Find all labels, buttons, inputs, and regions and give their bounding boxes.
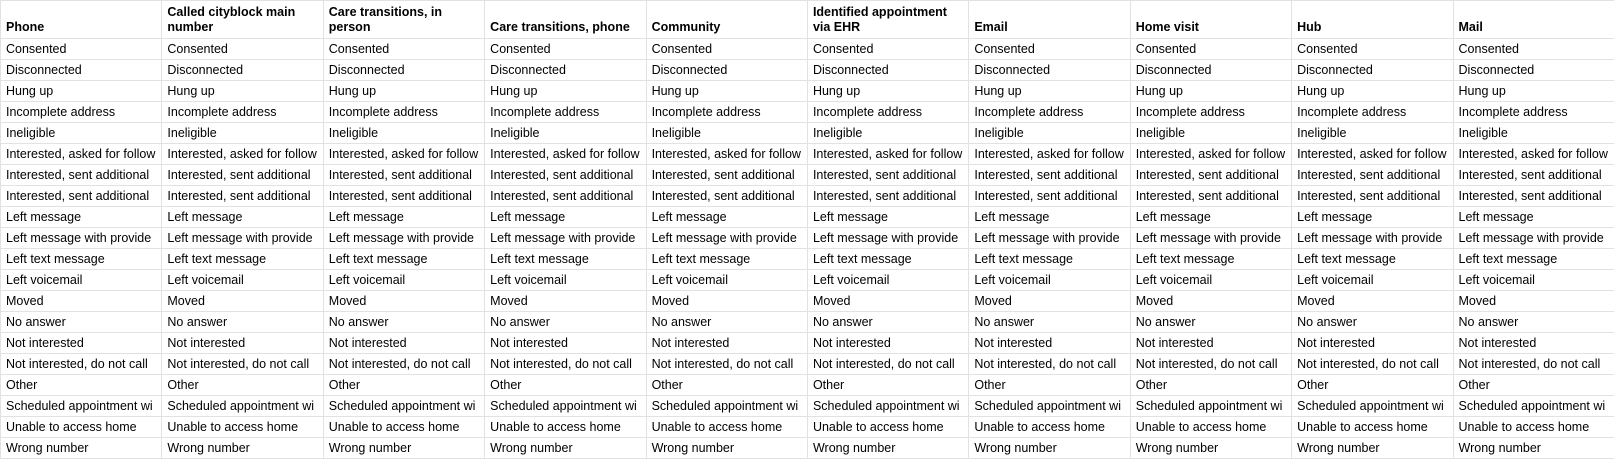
table-cell[interactable]: Left message with provide xyxy=(646,228,807,249)
table-cell[interactable]: Left message with provide xyxy=(1292,228,1453,249)
table-cell[interactable]: Hung up xyxy=(323,81,484,102)
table-cell[interactable]: Scheduled appointment wi xyxy=(807,396,968,417)
table-cell[interactable]: Not interested, do not call xyxy=(323,354,484,375)
column-header-email[interactable]: Email xyxy=(969,1,1130,39)
table-cell[interactable]: Interested, sent additional xyxy=(1130,165,1291,186)
table-cell[interactable]: Scheduled appointment wi xyxy=(323,396,484,417)
table-cell[interactable]: Interested, sent additional xyxy=(323,165,484,186)
column-header-phone[interactable]: Phone xyxy=(1,1,162,39)
table-cell[interactable]: Left message with provide xyxy=(1453,228,1614,249)
table-cell[interactable]: Interested, sent additional xyxy=(485,186,646,207)
table-cell[interactable]: Other xyxy=(1292,375,1453,396)
table-cell[interactable]: Hung up xyxy=(807,81,968,102)
table-row xyxy=(1,333,1614,354)
table-cell[interactable]: Left text message xyxy=(646,249,807,270)
table-cell[interactable]: Wrong number xyxy=(1453,438,1614,459)
table-cell[interactable]: Ineligible xyxy=(162,123,323,144)
table-cell[interactable]: Left message with provide xyxy=(485,228,646,249)
table-cell[interactable]: Consented xyxy=(485,39,646,60)
table-cell[interactable]: Other xyxy=(323,375,484,396)
table-cell[interactable]: Left voicemail xyxy=(1130,270,1291,291)
table-cell[interactable]: Left message with provide xyxy=(1,228,162,249)
table-cell[interactable]: Wrong number xyxy=(969,438,1130,459)
table-cell[interactable]: Incomplete address xyxy=(646,102,807,123)
table-row xyxy=(1,186,1614,207)
table-cell[interactable]: Hung up xyxy=(1292,81,1453,102)
table-cell[interactable]: Scheduled appointment wi xyxy=(1453,396,1614,417)
table-cell[interactable]: Moved xyxy=(1292,291,1453,312)
table-cell[interactable]: Interested, sent additional xyxy=(646,165,807,186)
table-cell[interactable]: Disconnected xyxy=(485,60,646,81)
table-cell[interactable]: Left message xyxy=(1130,207,1291,228)
table-cell[interactable]: Moved xyxy=(485,291,646,312)
table-row xyxy=(1,60,1614,81)
table-cell[interactable]: Hung up xyxy=(162,81,323,102)
table-cell[interactable]: Left message xyxy=(807,207,968,228)
table-cell[interactable]: Moved xyxy=(162,291,323,312)
table-cell[interactable]: Consented xyxy=(969,39,1130,60)
column-header-care-transitions-phone[interactable]: Care transitions, phone xyxy=(485,1,646,39)
table-cell[interactable]: No answer xyxy=(1,312,162,333)
table-row xyxy=(1,417,1614,438)
table-cell[interactable]: Other xyxy=(162,375,323,396)
table-cell[interactable]: Not interested, do not call xyxy=(807,354,968,375)
table-cell[interactable]: Not interested, do not call xyxy=(1,354,162,375)
table-cell[interactable]: Disconnected xyxy=(1,60,162,81)
table-cell[interactable]: Disconnected xyxy=(807,60,968,81)
table-cell[interactable]: Interested, sent additional xyxy=(646,186,807,207)
table-cell[interactable]: Ineligible xyxy=(485,123,646,144)
table-cell[interactable]: Interested, asked for follow xyxy=(323,144,484,165)
table-cell[interactable]: Interested, asked for follow xyxy=(162,144,323,165)
table-cell[interactable]: Left message xyxy=(969,207,1130,228)
column-header-called-cityblock[interactable]: Called cityblock main number xyxy=(162,1,323,39)
table-cell[interactable]: Left message xyxy=(1292,207,1453,228)
table-row xyxy=(1,291,1614,312)
table-row xyxy=(1,102,1614,123)
table-row xyxy=(1,312,1614,333)
table-cell[interactable]: Other xyxy=(969,375,1130,396)
table-cell[interactable]: Interested, asked for follow xyxy=(1292,144,1453,165)
table-cell[interactable]: Not interested xyxy=(969,333,1130,354)
table-cell[interactable]: Unable to access home xyxy=(1453,417,1614,438)
table-cell[interactable]: Hung up xyxy=(969,81,1130,102)
table-cell[interactable]: Scheduled appointment wi xyxy=(1130,396,1291,417)
table-cell[interactable]: Disconnected xyxy=(969,60,1130,81)
table-cell[interactable]: No answer xyxy=(1130,312,1291,333)
table-cell[interactable]: Interested, asked for follow xyxy=(1130,144,1291,165)
table-cell[interactable]: Interested, sent additional xyxy=(969,165,1130,186)
table-cell[interactable]: Left voicemail xyxy=(807,270,968,291)
table-cell[interactable]: Moved xyxy=(969,291,1130,312)
table-cell[interactable]: Left voicemail xyxy=(162,270,323,291)
table-cell[interactable]: Not interested xyxy=(162,333,323,354)
table-cell[interactable]: Unable to access home xyxy=(1,417,162,438)
table-row xyxy=(1,228,1614,249)
table-cell[interactable]: Interested, asked for follow xyxy=(969,144,1130,165)
table-cell[interactable]: Scheduled appointment wi xyxy=(1,396,162,417)
table-cell[interactable]: Ineligible xyxy=(323,123,484,144)
table-cell[interactable]: Wrong number xyxy=(646,438,807,459)
table-cell[interactable]: Not interested xyxy=(485,333,646,354)
table-cell[interactable]: Not interested, do not call xyxy=(646,354,807,375)
table-cell[interactable]: Consented xyxy=(1130,39,1291,60)
table-cell[interactable]: Left voicemail xyxy=(646,270,807,291)
table-cell[interactable]: Disconnected xyxy=(646,60,807,81)
table-cell[interactable]: Left message xyxy=(485,207,646,228)
table-cell[interactable]: Other xyxy=(807,375,968,396)
table-cell[interactable]: Interested, asked for follow xyxy=(1,144,162,165)
table-cell[interactable]: Left voicemail xyxy=(1,270,162,291)
table-cell[interactable]: Consented xyxy=(646,39,807,60)
table-cell[interactable]: Consented xyxy=(1292,39,1453,60)
table-cell[interactable]: Left message xyxy=(646,207,807,228)
table-cell[interactable]: Not interested, do not call xyxy=(1292,354,1453,375)
table-cell[interactable]: Incomplete address xyxy=(323,102,484,123)
table-row xyxy=(1,249,1614,270)
table-row xyxy=(1,207,1614,228)
table-cell[interactable]: Ineligible xyxy=(807,123,968,144)
table-cell[interactable]: Left message with provide xyxy=(969,228,1130,249)
table-cell[interactable]: Not interested, do not call xyxy=(485,354,646,375)
table-cell[interactable]: Left message xyxy=(162,207,323,228)
table-cell[interactable]: Unable to access home xyxy=(162,417,323,438)
table-cell[interactable]: Disconnected xyxy=(323,60,484,81)
table-cell[interactable]: No answer xyxy=(969,312,1130,333)
table-cell[interactable]: Interested, sent additional xyxy=(162,186,323,207)
table-row xyxy=(1,39,1614,60)
table-cell[interactable]: Left text message xyxy=(1292,249,1453,270)
table-cell[interactable]: Incomplete address xyxy=(1453,102,1614,123)
table-cell[interactable]: No answer xyxy=(807,312,968,333)
table-cell[interactable]: Wrong number xyxy=(1130,438,1291,459)
table-cell[interactable]: Interested, asked for follow xyxy=(807,144,968,165)
table-cell[interactable]: Disconnected xyxy=(1453,60,1614,81)
table-cell[interactable]: Moved xyxy=(323,291,484,312)
table-cell[interactable]: Other xyxy=(1130,375,1291,396)
table-cell[interactable]: No answer xyxy=(485,312,646,333)
table-cell[interactable]: Ineligible xyxy=(1453,123,1614,144)
table-cell[interactable]: Disconnected xyxy=(1292,60,1453,81)
table-cell[interactable]: Moved xyxy=(1,291,162,312)
table-cell[interactable]: Left message xyxy=(1453,207,1614,228)
column-header-care-transitions-in-person[interactable]: Care transitions, in person xyxy=(323,1,484,39)
table-cell[interactable]: Ineligible xyxy=(1,123,162,144)
table-cell[interactable]: Unable to access home xyxy=(969,417,1130,438)
table-cell[interactable]: No answer xyxy=(323,312,484,333)
table-row xyxy=(1,81,1614,102)
table-row xyxy=(1,270,1614,291)
table-cell[interactable]: Wrong number xyxy=(807,438,968,459)
table-cell[interactable]: Incomplete address xyxy=(969,102,1130,123)
column-header-community[interactable]: Community xyxy=(646,1,807,39)
table-cell[interactable]: Interested, sent additional xyxy=(969,186,1130,207)
column-header-hub[interactable]: Hub xyxy=(1292,1,1453,39)
table-cell[interactable]: Wrong number xyxy=(485,438,646,459)
table-cell[interactable]: Interested, sent additional xyxy=(807,165,968,186)
table-cell[interactable]: Wrong number xyxy=(1292,438,1453,459)
table-cell[interactable]: Not interested, do not call xyxy=(969,354,1130,375)
table-cell[interactable]: Interested, asked for follow xyxy=(646,144,807,165)
header-row xyxy=(1,1,1614,39)
table-cell[interactable]: Left voicemail xyxy=(969,270,1130,291)
table-cell[interactable]: Incomplete address xyxy=(1130,102,1291,123)
table-cell[interactable]: Not interested xyxy=(323,333,484,354)
table-cell[interactable]: Interested, sent additional xyxy=(1453,186,1614,207)
table-cell[interactable]: Left message xyxy=(323,207,484,228)
table-cell[interactable]: Interested, sent additional xyxy=(1292,165,1453,186)
table-cell[interactable]: Disconnected xyxy=(1130,60,1291,81)
table-cell[interactable]: Scheduled appointment wi xyxy=(485,396,646,417)
table-cell[interactable]: Interested, asked for follow xyxy=(485,144,646,165)
table-cell[interactable]: Left message with provide xyxy=(807,228,968,249)
table-cell[interactable]: Left voicemail xyxy=(1292,270,1453,291)
column-header-home-visit[interactable]: Home visit xyxy=(1130,1,1291,39)
table-cell[interactable]: Consented xyxy=(323,39,484,60)
table-cell[interactable]: Not interested, do not call xyxy=(162,354,323,375)
table-cell[interactable]: Hung up xyxy=(1,81,162,102)
table-cell[interactable]: Consented xyxy=(162,39,323,60)
table-cell[interactable]: Left voicemail xyxy=(1453,270,1614,291)
table-cell[interactable]: Left message with provide xyxy=(323,228,484,249)
table-cell[interactable]: Other xyxy=(646,375,807,396)
table-cell[interactable]: Consented xyxy=(807,39,968,60)
table-cell[interactable]: Unable to access home xyxy=(646,417,807,438)
table-cell[interactable]: Moved xyxy=(1453,291,1614,312)
table-cell[interactable]: Scheduled appointment wi xyxy=(1292,396,1453,417)
table-cell[interactable]: Not interested, do not call xyxy=(1130,354,1291,375)
table-cell[interactable]: No answer xyxy=(1453,312,1614,333)
table-cell[interactable]: Not interested, do not call xyxy=(1453,354,1614,375)
table-cell[interactable]: Moved xyxy=(646,291,807,312)
table-cell[interactable]: Incomplete address xyxy=(807,102,968,123)
table-cell[interactable]: Interested, sent additional xyxy=(1453,165,1614,186)
table-row xyxy=(1,438,1614,459)
table-cell[interactable]: Incomplete address xyxy=(1292,102,1453,123)
table-cell[interactable]: Interested, asked for follow xyxy=(1453,144,1614,165)
table-cell[interactable]: Left message with provide xyxy=(162,228,323,249)
table-cell[interactable]: Not interested xyxy=(807,333,968,354)
table-cell[interactable]: Scheduled appointment wi xyxy=(162,396,323,417)
table-cell[interactable]: Ineligible xyxy=(1292,123,1453,144)
table-cell[interactable]: Interested, sent additional xyxy=(1292,186,1453,207)
table-cell[interactable]: Scheduled appointment wi xyxy=(646,396,807,417)
table-cell[interactable]: Other xyxy=(1453,375,1614,396)
table-cell[interactable]: Incomplete address xyxy=(1,102,162,123)
table-cell[interactable]: No answer xyxy=(1292,312,1453,333)
table-cell[interactable]: Consented xyxy=(1453,39,1614,60)
table-cell[interactable]: Interested, sent additional xyxy=(1,165,162,186)
table-cell[interactable]: Left text message xyxy=(323,249,484,270)
table-cell[interactable]: Interested, sent additional xyxy=(485,165,646,186)
table-cell[interactable]: Left text message xyxy=(1453,249,1614,270)
table-cell[interactable]: Interested, sent additional xyxy=(807,186,968,207)
table-row xyxy=(1,396,1614,417)
table-cell[interactable]: Left text message xyxy=(807,249,968,270)
table-cell[interactable]: Unable to access home xyxy=(323,417,484,438)
table-cell[interactable]: Interested, sent additional xyxy=(1130,186,1291,207)
table-cell[interactable]: Left message xyxy=(1,207,162,228)
table-cell[interactable]: Left text message xyxy=(485,249,646,270)
table-cell[interactable]: Unable to access home xyxy=(485,417,646,438)
table-cell[interactable]: Left text message xyxy=(1130,249,1291,270)
table-cell[interactable]: Unable to access home xyxy=(1292,417,1453,438)
table-cell[interactable]: Ineligible xyxy=(969,123,1130,144)
table-cell[interactable]: Not interested xyxy=(1,333,162,354)
column-header-identified-appointment-ehr[interactable]: Identified appointment via EHR xyxy=(807,1,968,39)
sheet-body xyxy=(1,39,1614,459)
table-cell[interactable]: Left voicemail xyxy=(323,270,484,291)
table-cell[interactable]: Moved xyxy=(807,291,968,312)
table-cell[interactable]: Disconnected xyxy=(162,60,323,81)
table-cell[interactable]: Not interested xyxy=(1292,333,1453,354)
table-cell[interactable]: Hung up xyxy=(1130,81,1291,102)
table-cell[interactable]: No answer xyxy=(162,312,323,333)
table-cell[interactable]: Hung up xyxy=(1453,81,1614,102)
table-cell[interactable]: Interested, sent additional xyxy=(1,186,162,207)
table-cell[interactable]: Wrong number xyxy=(162,438,323,459)
table-cell[interactable]: Scheduled appointment wi xyxy=(969,396,1130,417)
table-row xyxy=(1,375,1614,396)
table-cell[interactable]: Left text message xyxy=(162,249,323,270)
table-cell[interactable]: Left message with provide xyxy=(1130,228,1291,249)
table-cell[interactable]: Left text message xyxy=(969,249,1130,270)
table-cell[interactable]: Other xyxy=(485,375,646,396)
table-row xyxy=(1,354,1614,375)
table-cell[interactable]: Hung up xyxy=(646,81,807,102)
table-cell[interactable]: Wrong number xyxy=(1,438,162,459)
table-row xyxy=(1,165,1614,186)
table-cell[interactable]: Wrong number xyxy=(323,438,484,459)
table-cell[interactable]: No answer xyxy=(646,312,807,333)
column-header-mail[interactable]: Mail xyxy=(1453,1,1614,39)
table-cell[interactable]: Incomplete address xyxy=(485,102,646,123)
table-cell[interactable]: Ineligible xyxy=(646,123,807,144)
table-cell[interactable]: Moved xyxy=(1130,291,1291,312)
table-cell[interactable]: Interested, sent additional xyxy=(323,186,484,207)
table-cell[interactable]: Incomplete address xyxy=(162,102,323,123)
table-cell[interactable]: Left text message xyxy=(1,249,162,270)
table-cell[interactable]: Other xyxy=(1,375,162,396)
table-cell[interactable]: Not interested xyxy=(1130,333,1291,354)
table-cell[interactable]: Interested, sent additional xyxy=(162,165,323,186)
table-cell[interactable]: Left voicemail xyxy=(485,270,646,291)
table-cell[interactable]: Hung up xyxy=(485,81,646,102)
table-cell[interactable]: Not interested xyxy=(646,333,807,354)
table-cell[interactable]: Unable to access home xyxy=(807,417,968,438)
table-cell[interactable]: Ineligible xyxy=(1130,123,1291,144)
table-row xyxy=(1,144,1614,165)
table-row xyxy=(1,123,1614,144)
table-cell[interactable]: Unable to access home xyxy=(1130,417,1291,438)
table-cell[interactable]: Consented xyxy=(1,39,162,60)
table-cell[interactable]: Not interested xyxy=(1453,333,1614,354)
